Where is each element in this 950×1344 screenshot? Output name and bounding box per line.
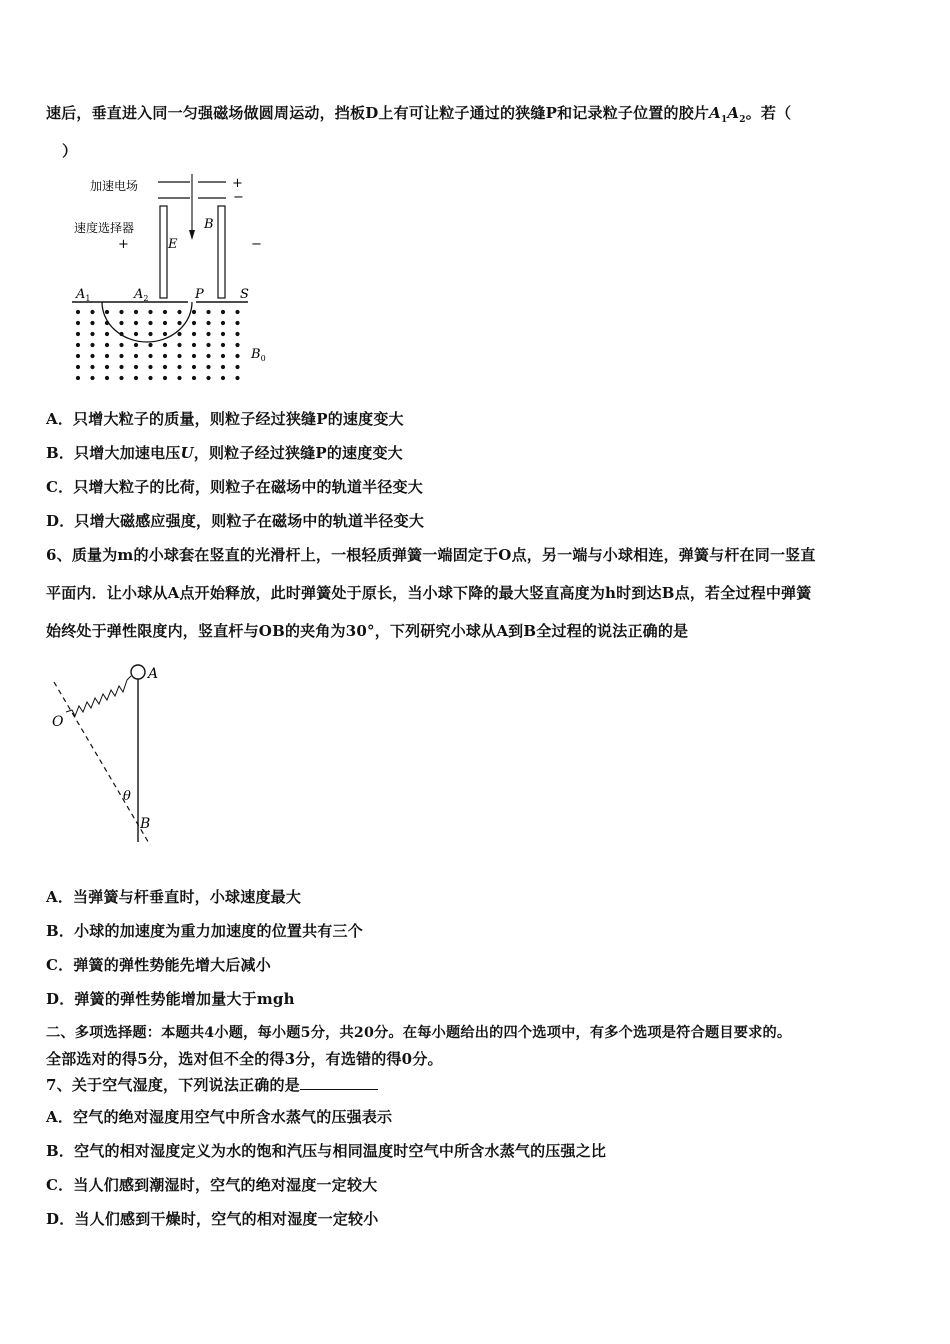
field-dot [119,365,123,369]
field-dot [134,310,138,314]
velocity-selector-label: 速度选择器 [74,221,135,235]
P-label: P [195,287,204,302]
field-dot [76,376,80,380]
field-dot [177,310,181,314]
field-dot [76,321,80,325]
selector-plus-sign: + [118,237,129,252]
field-dot [163,332,167,336]
field-dot [163,321,167,325]
field-dot [148,343,152,347]
field-dot [76,354,80,358]
E-label: E [168,237,178,252]
q6-stem-line2: 平面内．让小球从A点开始释放，此时弹簧处于原长，当小球下降的最大竖直高度为h时到达B点，若全过程中弹簧 [46,584,812,602]
field-dot [206,310,210,314]
field-dot [235,343,239,347]
q6-option-d[interactable]: D．弹簧的弹性势能增加量大于mgh [46,990,295,1008]
path-arrow-head [189,230,195,240]
field-dot [105,354,109,358]
accel-plus-sign: + [232,176,243,191]
field-dot [105,376,109,380]
field-dot [148,321,152,325]
field-dot [119,310,123,314]
q7-option-a[interactable]: A．空气的绝对湿度用空气中所含水蒸气的压强表示 [46,1108,393,1126]
field-dot [235,365,239,369]
field-dot [221,321,225,325]
B-label: B [204,217,214,232]
field-dot [134,332,138,336]
field-dot [221,332,225,336]
q6-option-b[interactable]: B．小球的加速度为重力加速度的位置共有三个 [46,922,363,940]
field-dot [235,332,239,336]
S-label: S [240,287,249,302]
q6-option-a[interactable]: A．当弹簧与杆垂直时，小球速度最大 [46,888,302,906]
q5-stem-line2: ） [62,142,78,160]
q5-option-d[interactable]: D．只增大磁感应强度，则粒子在磁场中的轨道半径变大 [46,512,425,530]
field-dot [148,332,152,336]
q7-option-d[interactable]: D．当人们感到干燥时，空气的相对湿度一定较小 [46,1210,379,1228]
B-point-label: B [140,816,151,832]
spring-rod-figure [46,650,186,850]
q5-option-b[interactable]: B．只增大加速电压U，则粒子经过狭缝P的速度变大 [46,444,403,462]
field-dot [192,343,196,347]
field-dot [221,365,225,369]
selector-minus-sign: − [251,237,262,252]
field-dot [206,354,210,358]
A-label: A [148,666,159,682]
field-dot [105,310,109,314]
q5-stem-line1: 速后，垂直进入同一匀强磁场做圆周运动，挡板D上有可让粒子通过的狭缝P和记录粒子位置的胶片$A_1A_2$。若（ [46,104,792,125]
field-dot [90,310,94,314]
field-dot [148,376,152,380]
field-dot [206,365,210,369]
q5-option-c[interactable]: C．只增大粒子的比荷，则粒子在磁场中的轨道半径变大 [46,478,423,496]
field-dot [221,354,225,358]
field-dot [163,343,167,347]
q7-option-b[interactable]: B．空气的相对湿度定义为水的饱和汽压与相同温度时空气中所含水蒸气的压强之比 [46,1142,607,1160]
field-dot [148,310,152,314]
field-dot [119,376,123,380]
field-dot [206,321,210,325]
q7-stem: 7、关于空气湿度，下列说法正确的是 [46,1074,378,1095]
field-dot [163,310,167,314]
q5-option-a[interactable]: A．只增大粒子的质量，则粒子经过狭缝P的速度变大 [46,410,404,428]
left-plate [160,206,167,298]
field-dot [177,343,181,347]
accel-field-label: 加速电场 [90,179,139,193]
field-dot [119,354,123,358]
field-dot [192,321,196,325]
magnetic-field-dots [76,310,240,380]
field-dot [235,354,239,358]
field-dot [148,354,152,358]
field-dot [177,365,181,369]
field-dot [134,376,138,380]
field-dot [221,310,225,314]
field-dot [148,365,152,369]
field-dot [192,365,196,369]
field-dot [134,321,138,325]
field-dot [177,354,181,358]
field-dot [235,310,239,314]
field-dot [235,376,239,380]
field-dot [134,343,138,347]
field-dot [192,354,196,358]
field-dot [105,332,109,336]
field-dot [206,343,210,347]
field-dot [192,310,196,314]
field-dot [221,376,225,380]
q6-stem-line1: 6、质量为m的小球套在竖直的光滑杆上，一根轻质弹簧一端固定于O点，另一端与小球相连，弹簧与杆在同一竖直 [46,546,816,564]
field-dot [177,332,181,336]
A1-label: $A_1$ [76,287,91,303]
q7-option-c[interactable]: C．当人们感到潮湿时，空气的绝对湿度一定较大 [46,1176,378,1194]
field-dot [90,321,94,325]
field-dot [119,343,123,347]
field-dot [76,310,80,314]
section2-header-line1: 二、多项选择题：本题共4小题，每小题5分，共20分。在每小题给出的四个选项中，有多个选项是符合题目要求的。 [46,1025,792,1041]
field-dot [192,332,196,336]
field-dot [76,365,80,369]
section2-header-line2: 全部选对的得5分，选对但不全的得3分，有选错的得0分。 [46,1050,443,1068]
field-dot [163,376,167,380]
field-dot [206,376,210,380]
field-dot [177,376,181,380]
field-dot [235,321,239,325]
field-dot [206,332,210,336]
field-dot [76,332,80,336]
right-plate [218,206,225,298]
field-dot [119,321,123,325]
field-dot [177,321,181,325]
field-dot [134,365,138,369]
answer-blank[interactable] [300,1075,378,1090]
O-label: O [52,714,64,730]
field-dot [76,343,80,347]
ball-A [131,665,145,679]
q6-option-c[interactable]: C．弹簧的弹性势能先增大后减小 [46,956,271,974]
field-dot [163,354,167,358]
theta-label: θ [123,789,131,804]
field-dot [221,343,225,347]
field-dot [163,365,167,369]
mass-spectrometer-figure [68,168,278,383]
field-dot [90,365,94,369]
field-dot [90,332,94,336]
field-dot [105,343,109,347]
field-dot [134,354,138,358]
accel-minus-sign: − [233,190,244,205]
B0-label: $B_0$ [251,347,266,363]
spring [66,676,131,716]
field-dot [192,376,196,380]
field-dot [90,343,94,347]
dashed-line-OB [54,682,150,845]
field-dot [90,354,94,358]
A2-label: $A_2$ [134,287,149,303]
field-dot [105,365,109,369]
field-dot [90,376,94,380]
q6-stem-line3: 始终处于弹性限度内，竖直杆与OB的夹角为30°，下列研究小球从A到B全过程的说法正确的是 [46,622,689,640]
